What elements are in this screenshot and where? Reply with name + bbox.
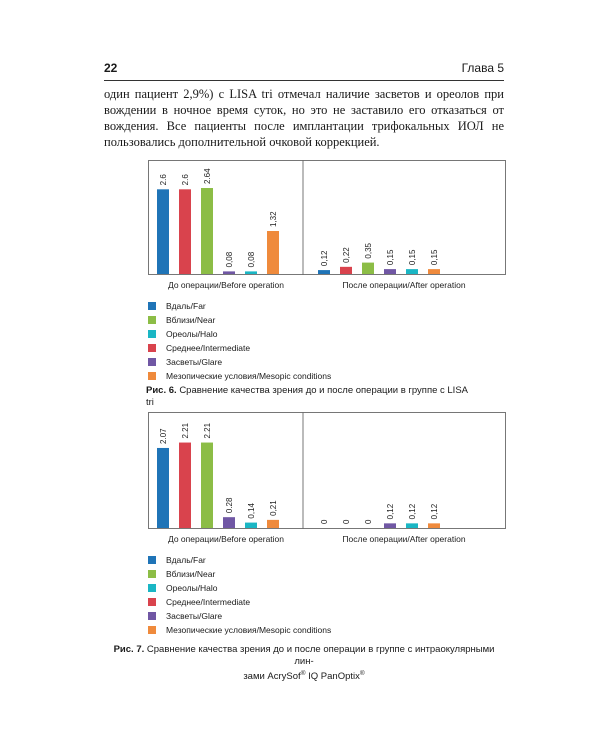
legend-label: Вблизи/Near: [166, 569, 216, 579]
data-label: 2.6: [181, 174, 190, 186]
bar: [362, 263, 374, 274]
data-label: 2.6: [159, 174, 168, 186]
legend-swatch: [148, 358, 156, 366]
legend-swatch: [148, 344, 156, 352]
data-label: 2.64: [203, 168, 212, 185]
data-label: 0,08: [225, 251, 234, 268]
legend-swatch: [148, 330, 156, 338]
legend-item: [148, 355, 331, 369]
registered-mark: ®: [300, 670, 306, 677]
bar: [223, 517, 235, 528]
legend-item: [148, 609, 331, 623]
bar: [179, 443, 191, 528]
legend-item: [148, 553, 331, 567]
legend-item: [148, 327, 331, 341]
bar: [267, 231, 279, 274]
figure-7-caption-line-1: [104, 644, 504, 668]
legend-swatch: [148, 626, 156, 634]
bar: [406, 523, 418, 528]
figure-7-legend: [148, 553, 331, 637]
legend-label: Вдаль/Far: [166, 301, 206, 311]
data-label: 2.21: [203, 422, 212, 439]
page-number: 22: [104, 61, 118, 75]
legend-swatch: [148, 316, 156, 324]
legend-item: [148, 341, 331, 355]
legend-swatch: [148, 302, 156, 310]
category-label: После операции/After operation: [342, 534, 466, 544]
legend-swatch: [148, 556, 156, 564]
data-label: 0,21: [269, 500, 278, 516]
figure-7-caption-text-2a: зами AcrySof: [243, 671, 301, 683]
figure-7-caption: [104, 644, 504, 683]
legend-swatch: [148, 612, 156, 620]
data-label: 0,12: [320, 250, 329, 267]
chapter-title: Глава 5: [461, 61, 504, 75]
data-label: 0: [342, 519, 351, 524]
data-label: 0,22: [342, 247, 351, 263]
figure-6-caption-label: Рис. 6.: [146, 385, 177, 396]
legend-label: Мезопические условия/Mesopic conditions: [166, 371, 332, 381]
figure-7-chart-svg: [148, 412, 506, 548]
figure-6-legend: [148, 299, 331, 383]
legend-item: [148, 313, 331, 327]
bar: [157, 189, 169, 274]
legend-label: Вблизи/Near: [166, 315, 216, 325]
legend-label: Среднее/Intermediate: [166, 343, 251, 353]
bar: [318, 270, 330, 274]
data-label: 0,35: [364, 243, 373, 259]
figure-7-chart: [148, 412, 506, 548]
data-label: 0: [364, 519, 373, 524]
data-label: 0,14: [247, 503, 256, 519]
data-label: 0,08: [247, 251, 256, 268]
bar: [384, 523, 396, 528]
legend-swatch: [148, 584, 156, 592]
legend-label: Ореолы/Halo: [166, 583, 218, 593]
legend-swatch: [148, 598, 156, 606]
legend-label: Мезопические условия/Mesopic conditions: [166, 625, 332, 635]
legend-item: [148, 581, 331, 595]
data-label: 2.07: [159, 428, 168, 444]
legend-label: Засветы/Glare: [166, 611, 223, 621]
legend-item: [148, 369, 331, 383]
legend-item: [148, 595, 331, 609]
figure-6-caption: [146, 385, 476, 409]
bar: [267, 520, 279, 528]
data-label: 1,32: [269, 211, 278, 228]
data-label: 0,12: [430, 503, 439, 520]
bar: [157, 448, 169, 528]
bar: [179, 189, 191, 274]
bar: [201, 188, 213, 274]
bar: [340, 267, 352, 274]
legend-item: [148, 623, 331, 637]
legend-label: Среднее/Intermediate: [166, 597, 251, 607]
bar: [201, 443, 213, 528]
category-label: До операции/Before operation: [167, 534, 285, 544]
bar: [384, 269, 396, 274]
bar: [428, 523, 440, 528]
data-label: 0.28: [225, 497, 234, 514]
legend-item: [148, 299, 331, 313]
data-label: 0,15: [386, 249, 395, 266]
bar: [223, 271, 235, 274]
figure-7-caption-line-2: [104, 668, 504, 683]
figure-7-caption-text-2b: IQ PanOptix: [305, 671, 360, 683]
figure-6-caption-text: Сравнение качества зрения до и после операции в группе с LISA tri: [146, 385, 468, 408]
bar: [428, 269, 440, 274]
legend-label: Вдаль/Far: [166, 555, 206, 565]
bar: [245, 271, 257, 274]
category-label: До операции/Before operation: [167, 280, 285, 290]
registered-mark: ®: [359, 670, 365, 677]
data-label: 0: [320, 519, 329, 524]
legend-swatch: [148, 570, 156, 578]
figure-7-caption-text-1: Сравнение качества зрения до и после операции в группе с интраокулярными лин-: [146, 644, 495, 667]
figure-6-chart: [148, 160, 506, 300]
figure-6-chart-svg: [148, 160, 506, 300]
data-label: 0,12: [386, 503, 395, 520]
data-label: 0,12: [408, 503, 417, 520]
data-label: 0,15: [408, 249, 417, 266]
data-label: 0,15: [430, 249, 439, 266]
legend-item: [148, 567, 331, 581]
legend-label: Засветы/Glare: [166, 357, 223, 367]
header-rule: [104, 80, 504, 81]
legend-swatch: [148, 372, 156, 380]
data-label: 2.21: [181, 422, 190, 439]
bar: [406, 269, 418, 274]
body-paragraph: один пациент 2,9%) с LISA tri отмечал наличие засветов и ореолов при вождении в ночное время суток, но это не заставило его отказаться от вождения. Все пациенты после имплантации трифокальных ИОЛ не пользовались дополнительной очковой коррекцией.: [104, 87, 504, 149]
legend-label: Ореолы/Halo: [166, 329, 218, 339]
figure-7-caption-label: Рис. 7.: [113, 644, 145, 655]
bar: [245, 523, 257, 528]
category-label: После операции/After operation: [342, 280, 466, 290]
